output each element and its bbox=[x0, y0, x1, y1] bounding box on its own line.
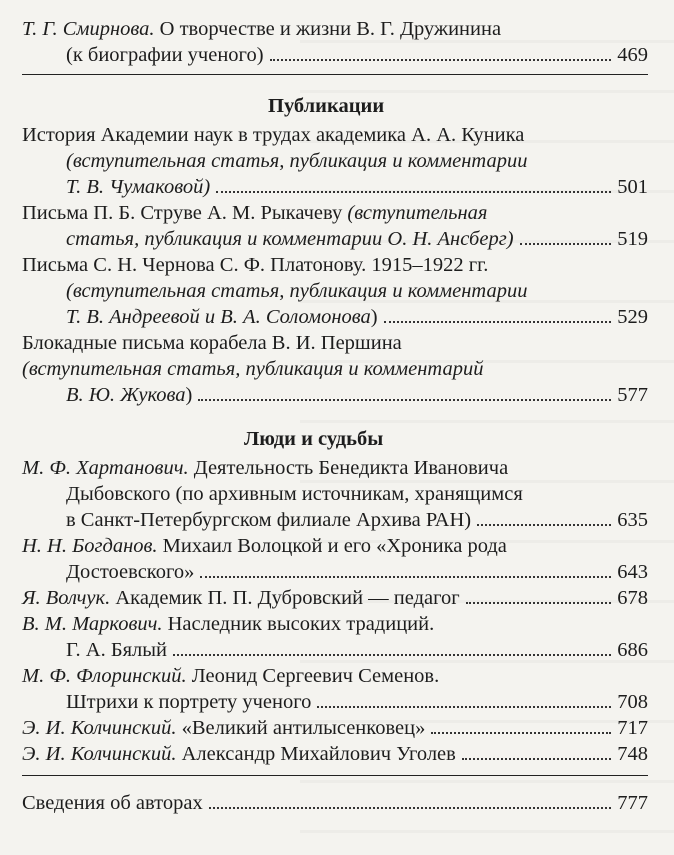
page-number: 643 bbox=[617, 561, 648, 583]
entry-paren: ) bbox=[370, 306, 378, 328]
entry-title-end: Г. А. Бялый bbox=[66, 639, 168, 661]
entry-author: Э. И. Колчинский. bbox=[22, 743, 177, 765]
entry-note: (вступительная статья, публикация и комментарий bbox=[22, 358, 484, 380]
toc-entry-kolchinsky-1 bbox=[22, 715, 648, 741]
leader-dots bbox=[477, 524, 611, 526]
leader-dots bbox=[384, 321, 612, 323]
toc-entry-khartanovich-cont bbox=[66, 481, 523, 507]
toc-entry-volchuk bbox=[22, 585, 648, 611]
entry-author: Я. Волчук. bbox=[22, 587, 111, 609]
entry-note: (вступительная статья, публикация и комментарии bbox=[66, 280, 528, 302]
entry-title: Письма П. Б. Струве А. М. Рыкачеву bbox=[22, 202, 348, 224]
leader-dots bbox=[520, 243, 612, 245]
entry-note-end: статья, публикация и комментарии О. Н. Ансберг) bbox=[66, 228, 514, 250]
page-number: 469 bbox=[617, 44, 648, 66]
toc-entry-pershin-end bbox=[66, 382, 648, 408]
toc-entry-pershin-cont bbox=[22, 356, 483, 382]
page-number: 717 bbox=[617, 717, 648, 739]
toc-entry-kunik-end bbox=[66, 174, 648, 200]
leader-dots bbox=[270, 59, 612, 61]
entry-title-end: в Санкт-Петербургском филиале Архива РАН) bbox=[66, 509, 472, 531]
page-number: 529 bbox=[617, 306, 648, 328]
entry-title-cont: (к биографии ученого) bbox=[66, 44, 264, 66]
page-number: 635 bbox=[617, 509, 648, 531]
leader-dots bbox=[431, 732, 611, 734]
entry-note: (вступительная статья, публикация и комментарии bbox=[66, 150, 528, 172]
entry-title: Деятельность Бенедикта Ивановича bbox=[188, 457, 509, 479]
toc-entry-kolchinsky-2 bbox=[22, 741, 648, 767]
toc-entry-markovich bbox=[22, 611, 434, 637]
page-number: 678 bbox=[617, 587, 648, 609]
entry-author: М. Ф. Флоринский. bbox=[22, 665, 187, 687]
entry-author: Э. И. Колчинский. bbox=[22, 717, 177, 739]
page-number: 748 bbox=[617, 743, 648, 765]
toc-entry-authors bbox=[22, 790, 648, 816]
entry-title: Александр Михайлович Уголев bbox=[176, 743, 456, 765]
leader-dots bbox=[173, 654, 611, 656]
leader-dots bbox=[466, 602, 612, 604]
leader-dots bbox=[209, 807, 612, 809]
entry-author: В. М. Маркович. bbox=[22, 613, 163, 635]
toc-entry-bogdanov bbox=[22, 533, 507, 559]
toc-entry-struve-end bbox=[66, 226, 648, 252]
page-number: 686 bbox=[617, 639, 648, 661]
entry-note-end: Т. В. Андреевой и В. А. Соломонова bbox=[66, 306, 371, 328]
toc-entry-pershin bbox=[22, 330, 402, 356]
entry-title: Блокадные письма корабела В. И. Першина bbox=[22, 332, 402, 354]
toc-entry-chernov bbox=[22, 252, 488, 278]
section-divider bbox=[22, 775, 648, 776]
entry-title: Академик П. П. Дубровский — педагог bbox=[110, 587, 460, 609]
toc-entry-bogdanov-end bbox=[66, 559, 648, 585]
toc-entry-kunik bbox=[22, 122, 524, 148]
entry-title: Наследник высоких традиций. bbox=[162, 613, 435, 635]
entry-note: (вступительная bbox=[347, 202, 488, 224]
toc-entry-markovich-end bbox=[66, 637, 648, 663]
page-number: 519 bbox=[617, 228, 648, 250]
toc-entry-smirnova bbox=[22, 16, 648, 42]
page-number: 777 bbox=[617, 792, 648, 814]
leader-dots bbox=[462, 758, 611, 760]
entry-title: О творчестве и жизни В. Г. Дружинина bbox=[154, 18, 502, 40]
toc-entry-khartanovich-end bbox=[66, 507, 648, 533]
entry-note-end: Т. В. Чумаковой) bbox=[66, 176, 211, 198]
toc-entry-florinsky bbox=[22, 663, 439, 689]
entry-title-cont: Дыбовского (по архивным источникам, хранящимся bbox=[66, 483, 523, 505]
section-title-people: Люди и судьбы bbox=[244, 428, 384, 450]
entry-title: «Великий антилысенковец» bbox=[176, 717, 426, 739]
section-title-publications: Публикации bbox=[268, 95, 385, 117]
toc-entry-chernov-end bbox=[66, 304, 648, 330]
entry-author: М. Ф. Хартанович. bbox=[22, 457, 189, 479]
entry-title: Сведения об авторах bbox=[22, 792, 203, 814]
leader-dots bbox=[216, 191, 611, 193]
entry-title: История Академии наук в трудах академика А. А. Куника bbox=[22, 124, 525, 146]
entry-title-end: Штрихи к портрету ученого bbox=[66, 691, 312, 713]
toc-entry-chernov-cont bbox=[66, 278, 527, 304]
leader-dots bbox=[198, 399, 611, 401]
page-number: 577 bbox=[617, 384, 648, 406]
section-divider bbox=[22, 74, 648, 75]
toc-entry-florinsky-end bbox=[66, 689, 648, 715]
leader-dots bbox=[200, 576, 611, 578]
entry-title: Леонид Сергеевич Семенов. bbox=[186, 665, 440, 687]
toc-entry-smirnova-cont bbox=[66, 42, 648, 68]
page-number: 501 bbox=[617, 176, 648, 198]
toc-entry-kunik-cont bbox=[66, 148, 527, 174]
leader-dots bbox=[317, 706, 611, 708]
entry-author: Н. Н. Богданов. bbox=[22, 535, 158, 557]
toc-entry-struve bbox=[22, 200, 487, 226]
entry-title-end: Достоевского» bbox=[66, 561, 195, 583]
entry-paren: ) bbox=[185, 384, 193, 406]
entry-note-end: В. Ю. Жукова bbox=[66, 384, 186, 406]
entry-title: Письма С. Н. Чернова С. Ф. Платонову. 1915–1922 гг. bbox=[22, 254, 489, 276]
entry-author: Т. Г. Смирнова. bbox=[22, 18, 155, 40]
entry-title: Михаил Волоцкой и его «Хроника рода bbox=[157, 535, 507, 557]
toc-entry-khartanovich bbox=[22, 455, 508, 481]
page-number: 708 bbox=[617, 691, 648, 713]
